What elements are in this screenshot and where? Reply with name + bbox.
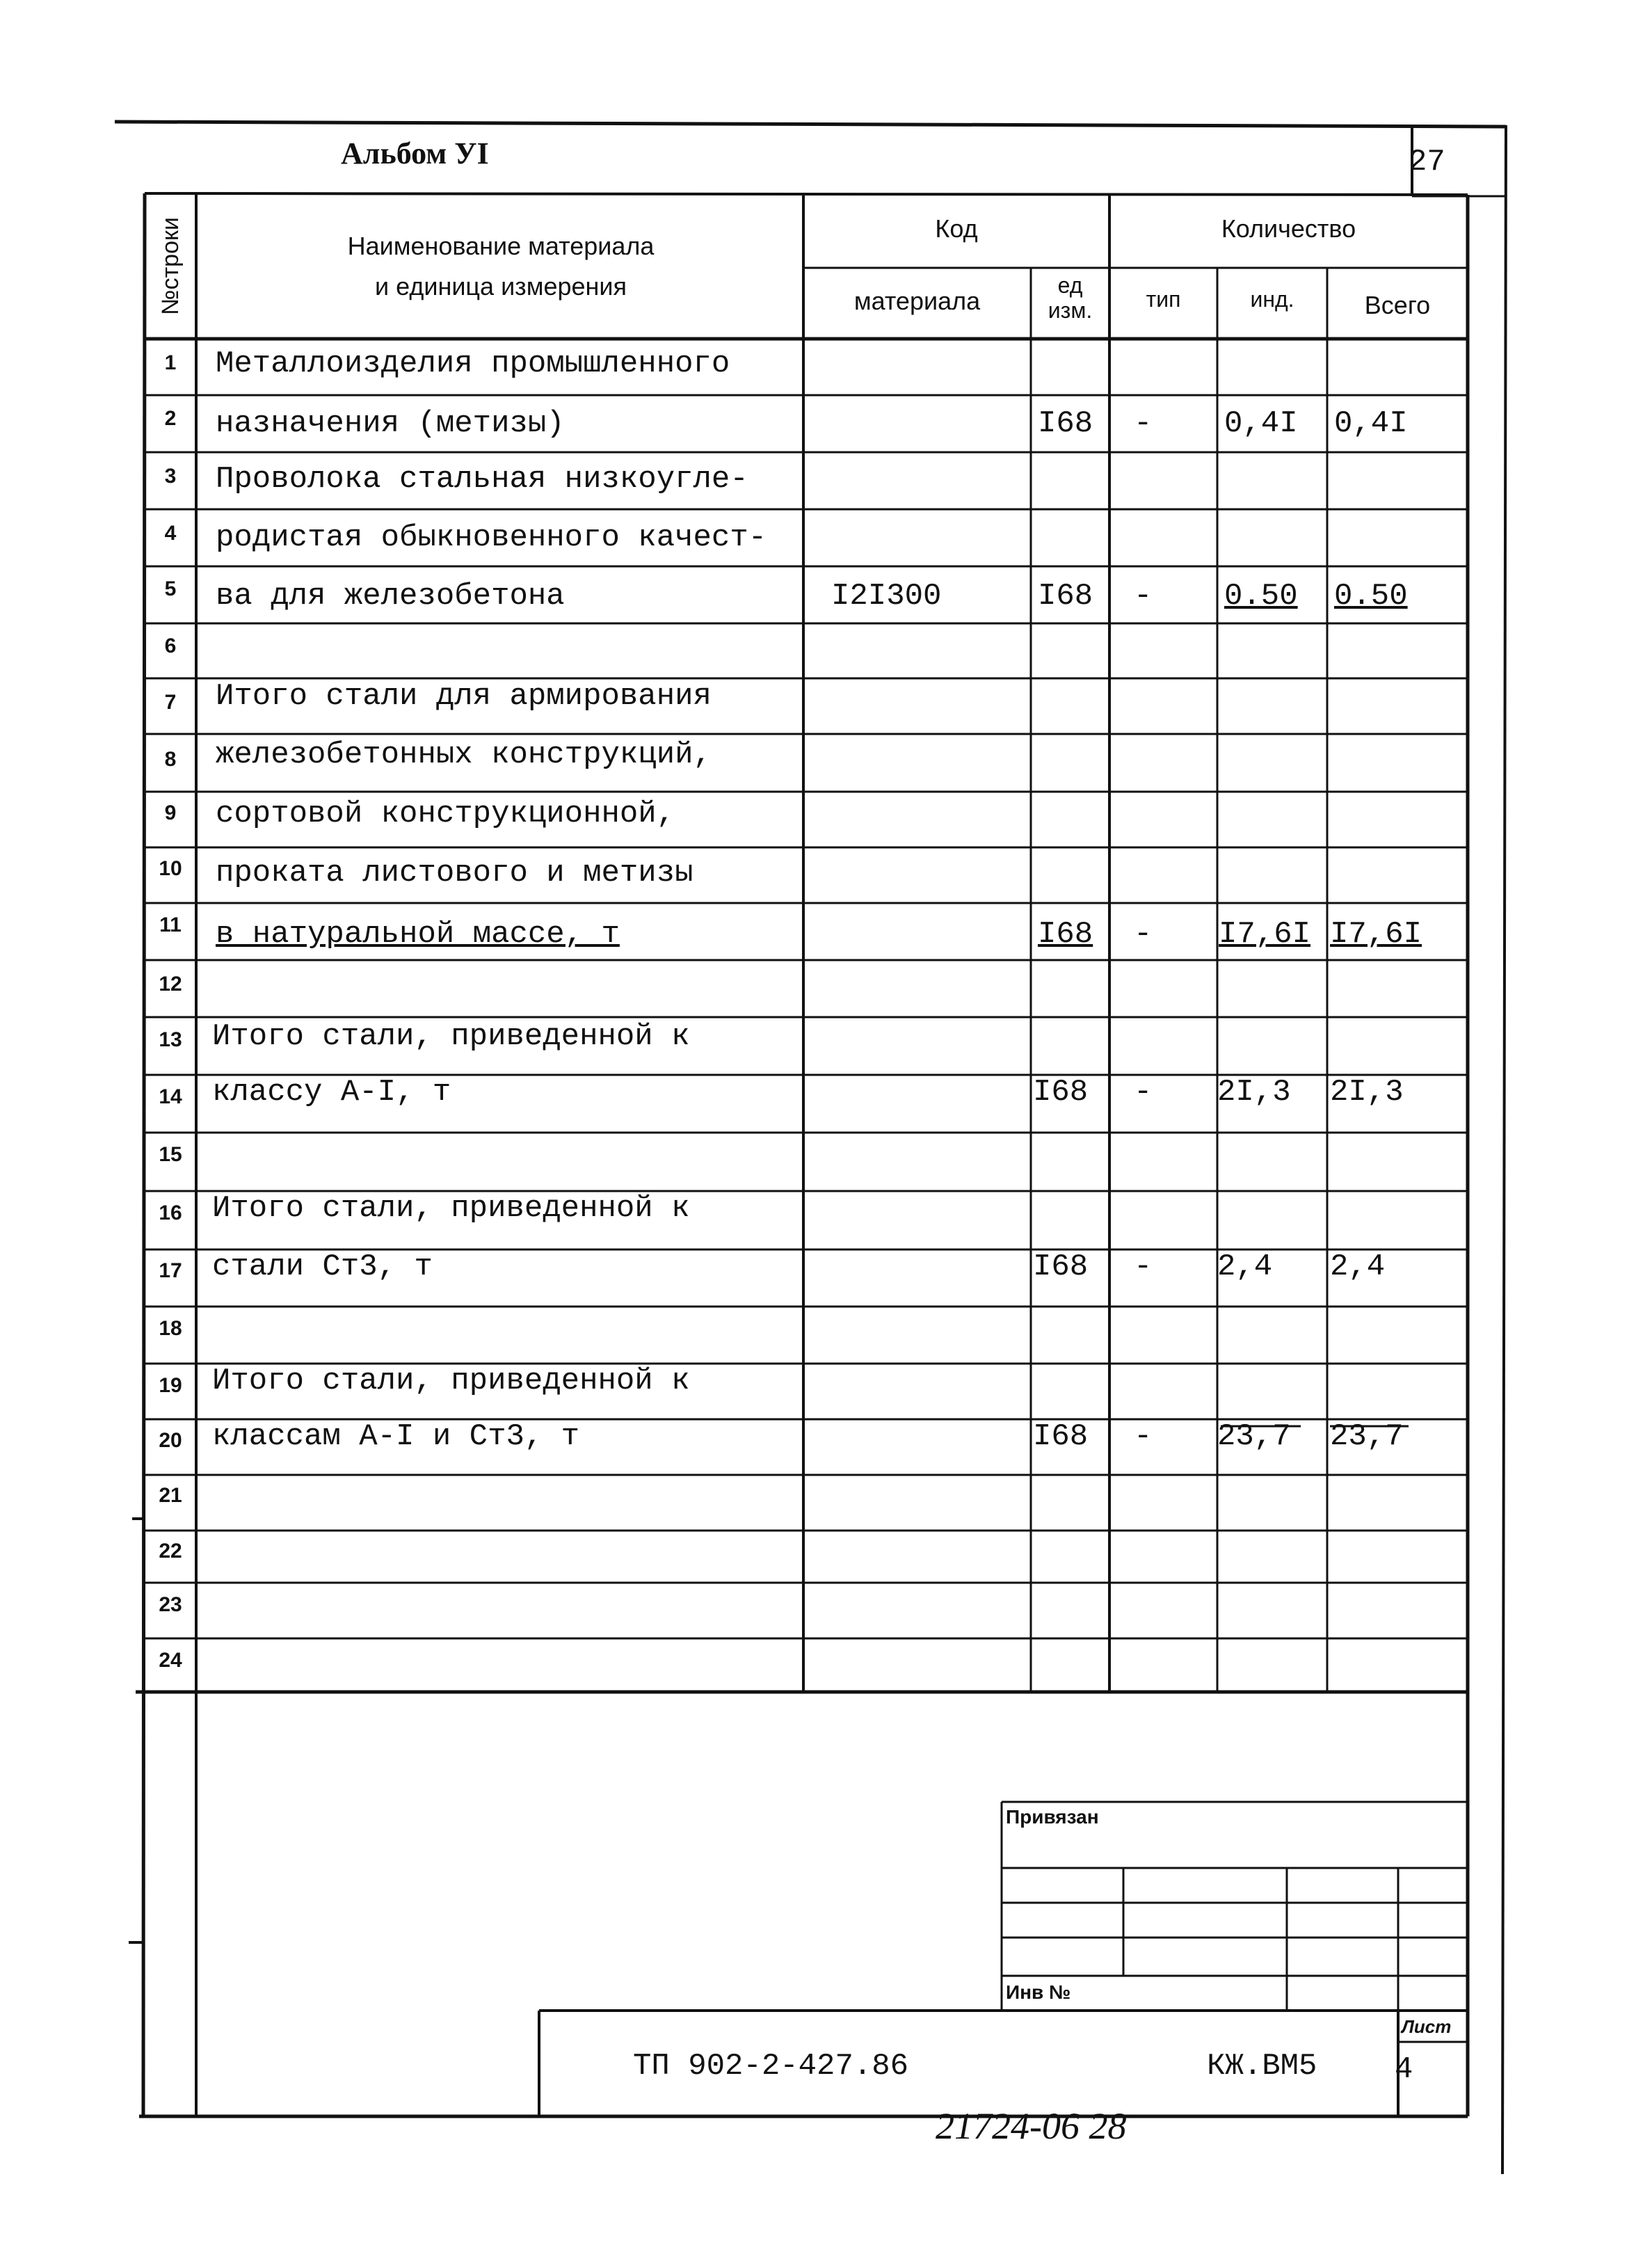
row-number: 20 bbox=[159, 1429, 182, 1452]
row-unit: I68 bbox=[1033, 1419, 1089, 1454]
row-ind: 2I,3 bbox=[1217, 1075, 1291, 1110]
row-number: 3 bbox=[164, 465, 177, 488]
row-name: Металлоизделия промышленного bbox=[216, 346, 730, 381]
document-mark: КЖ.ВМ5 bbox=[1207, 2049, 1317, 2084]
code-header: Код bbox=[935, 214, 978, 243]
row-number: 22 bbox=[159, 1540, 182, 1563]
row-unit: I68 bbox=[1038, 917, 1093, 952]
row-name: Итого стали, приведенной к bbox=[212, 1019, 690, 1054]
row-total: 0,4I bbox=[1334, 406, 1408, 441]
row-name: ва для железобетона bbox=[216, 579, 565, 614]
total-header: Всего bbox=[1364, 291, 1431, 319]
row-total: I7,6I bbox=[1330, 917, 1422, 952]
row-unit: I68 bbox=[1038, 406, 1093, 441]
row-number: 19 bbox=[159, 1374, 182, 1397]
row-name: Итого стали, приведенной к bbox=[212, 1364, 690, 1398]
row-number: 24 bbox=[159, 1649, 182, 1672]
row-ind: 23,7 bbox=[1217, 1419, 1291, 1454]
row-ind: 2,4 bbox=[1217, 1249, 1273, 1284]
inventory-number-label: Инв № bbox=[1006, 1981, 1071, 2003]
row-number: 16 bbox=[159, 1201, 182, 1224]
sheet-number: 4 bbox=[1395, 2052, 1413, 2087]
row-unit: I68 bbox=[1033, 1075, 1089, 1110]
row-number: 9 bbox=[164, 801, 177, 824]
row-total: 2I,3 bbox=[1330, 1075, 1404, 1110]
ind-header: инд. bbox=[1250, 287, 1294, 312]
row-number: 5 bbox=[164, 577, 177, 600]
archive-number: 21724-06 28 bbox=[936, 2105, 1127, 2147]
row-number-header bbox=[146, 195, 195, 337]
row-number: 4 bbox=[164, 522, 177, 545]
row-total: 23,7 bbox=[1330, 1419, 1404, 1454]
row-name: Проволока стальная низкоугле- bbox=[216, 462, 748, 497]
row-ind: I7,6I bbox=[1219, 917, 1311, 952]
row-number: 21 bbox=[159, 1484, 182, 1507]
row-name: Итого стали для армирования bbox=[216, 679, 712, 714]
row-type: - bbox=[1134, 406, 1153, 441]
row-total: 0.50 bbox=[1334, 579, 1408, 614]
row-number: 18 bbox=[159, 1317, 182, 1340]
material-code-header: материала bbox=[853, 287, 981, 315]
row-number: 12 bbox=[159, 973, 182, 996]
row-name: Итого стали, приведенной к bbox=[212, 1191, 690, 1226]
project-code: ТП 902-2-427.86 bbox=[633, 2049, 909, 2084]
row-material: I2I300 bbox=[831, 579, 942, 614]
row-number: 15 bbox=[159, 1143, 182, 1166]
sheet-label: Лист bbox=[1402, 2016, 1452, 2037]
row-ind: 0,4I bbox=[1224, 406, 1298, 441]
row-type: - bbox=[1134, 1249, 1153, 1284]
row-number: 23 bbox=[159, 1593, 182, 1616]
row-type: - bbox=[1134, 917, 1153, 952]
row-name: железобетонных конструкций, bbox=[216, 737, 712, 772]
row-number: 14 bbox=[159, 1085, 182, 1108]
row-number-header-label: №строки bbox=[157, 217, 184, 315]
album-title: Альбом УI bbox=[341, 136, 489, 170]
row-number: 17 bbox=[159, 1259, 182, 1282]
unit-code-header-line2: изм. bbox=[1048, 298, 1093, 323]
row-name: родистая обыкновенного качест- bbox=[216, 520, 767, 555]
row-unit: I68 bbox=[1038, 579, 1093, 614]
unit-code-header-line1: ед bbox=[1057, 273, 1083, 298]
row-type: - bbox=[1134, 579, 1153, 614]
attached-label: Привязан bbox=[1006, 1806, 1099, 1828]
row-number: 11 bbox=[159, 913, 182, 936]
name-header-line1: Наименование материала bbox=[347, 232, 655, 260]
row-unit: I68 bbox=[1033, 1249, 1089, 1284]
name-header-line2: и единица измерения bbox=[374, 272, 627, 301]
row-name: назначения (метизы) bbox=[216, 406, 565, 441]
row-name: стали Ст3, т bbox=[212, 1249, 433, 1284]
row-number: 10 bbox=[159, 857, 182, 880]
row-number: 2 bbox=[164, 407, 177, 430]
row-number: 8 bbox=[164, 748, 177, 771]
unit-code-header bbox=[1031, 273, 1109, 323]
row-ind: 0.50 bbox=[1224, 579, 1298, 614]
row-total: 2,4 bbox=[1330, 1249, 1386, 1284]
row-type: - bbox=[1134, 1419, 1153, 1454]
row-number: 1 bbox=[164, 351, 177, 374]
row-name: проката листового и метизы bbox=[216, 856, 693, 891]
row-name: сортовой конструкционной, bbox=[216, 797, 675, 831]
row-number: 13 bbox=[159, 1028, 182, 1051]
row-name: в натуральной массе, т bbox=[216, 917, 620, 952]
sheet-number-top: 27 bbox=[1409, 145, 1445, 179]
type-header: тип bbox=[1146, 287, 1181, 312]
row-name: классу А-I, т bbox=[212, 1075, 451, 1110]
name-header bbox=[202, 226, 800, 307]
row-type: - bbox=[1134, 1075, 1153, 1110]
row-name: классам А-I и Ст3, т bbox=[212, 1419, 580, 1454]
quantity-header: Количество bbox=[1221, 214, 1356, 243]
row-number: 7 bbox=[164, 691, 177, 714]
row-number: 6 bbox=[164, 634, 177, 657]
